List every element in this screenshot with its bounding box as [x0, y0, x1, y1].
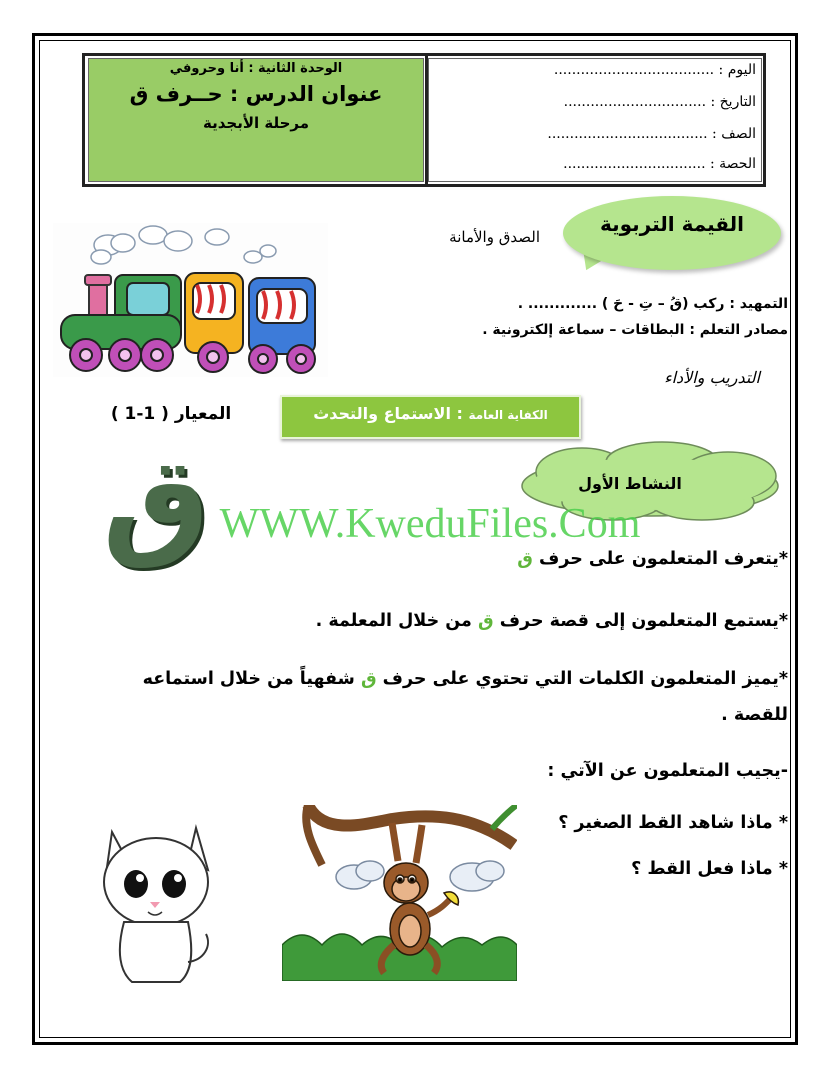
cat-illustration [96, 822, 216, 990]
line3-text: *يميز المتعلمون الكلمات التي تحتوي على حرف [376, 669, 788, 689]
stage-title: مرحلة الأبجدية [202, 114, 310, 132]
line2-suffix: من خلال المعلمة . [315, 611, 478, 631]
activity-title: النشاط الأول [578, 474, 682, 493]
date-field[interactable]: التاريخ : ................................ [563, 94, 756, 110]
warmup-line: التمهيد : ركب (قُ – تِ - حَ ) ............. . [517, 296, 788, 312]
question-1: * ماذا شاهد القط الصغير ؟ [558, 813, 788, 833]
letter-highlight: ق [477, 611, 494, 631]
value-title: القيمة التربوية [599, 212, 745, 236]
training-heading: التدريب والأداء [664, 368, 760, 387]
activity-line-4: -يجيب المتعلمون عن الآتي : [547, 761, 788, 781]
competency-label: الكفاية العامة [468, 408, 548, 422]
resources-line: مصادر التعلم : البطاقات – سماعة إلكترونية . [482, 322, 788, 338]
period-field[interactable]: الحصة : ................................ [563, 156, 756, 172]
competency-value: الاستماع والتحدث [313, 404, 451, 423]
lesson-title: عنوان الدرس : حــرف ق [129, 82, 383, 106]
header-divider [425, 55, 428, 185]
watermark: WWW.KweduFiles.Com [219, 501, 641, 547]
activity-line-1 [88, 542, 788, 576]
monkey-illustration [282, 805, 517, 981]
line3-suffix: شفهياً من خلال استماعه [142, 669, 361, 689]
activity-line-3-cont: للقصة . [721, 705, 788, 725]
line2-text: *يستمع المتعلمون إلى قصة حرف [493, 611, 788, 631]
value-text: الصدق والأمانة [449, 228, 540, 246]
train-illustration [53, 223, 328, 377]
class-field[interactable]: الصف : .................................... [547, 126, 756, 142]
letter-highlight: ق [517, 549, 533, 569]
activity-line-2 [88, 604, 788, 638]
line1-text: *يتعرف المتعلمون على حرف [532, 549, 788, 569]
letter-highlight: ق [360, 669, 377, 689]
question-2: * ماذا فعل القط ؟ [631, 859, 788, 879]
competency-separator: : [450, 404, 469, 423]
activity-line-3 [88, 662, 788, 696]
criterion-label: المعيار ( 1-1 ) [110, 404, 232, 424]
big-letter: ق [102, 432, 210, 571]
unit-title: الوحدة الثانية : أنا وحروفي [169, 61, 343, 76]
competency-text [280, 404, 581, 423]
day-field[interactable]: اليوم : .................................... [553, 62, 756, 78]
